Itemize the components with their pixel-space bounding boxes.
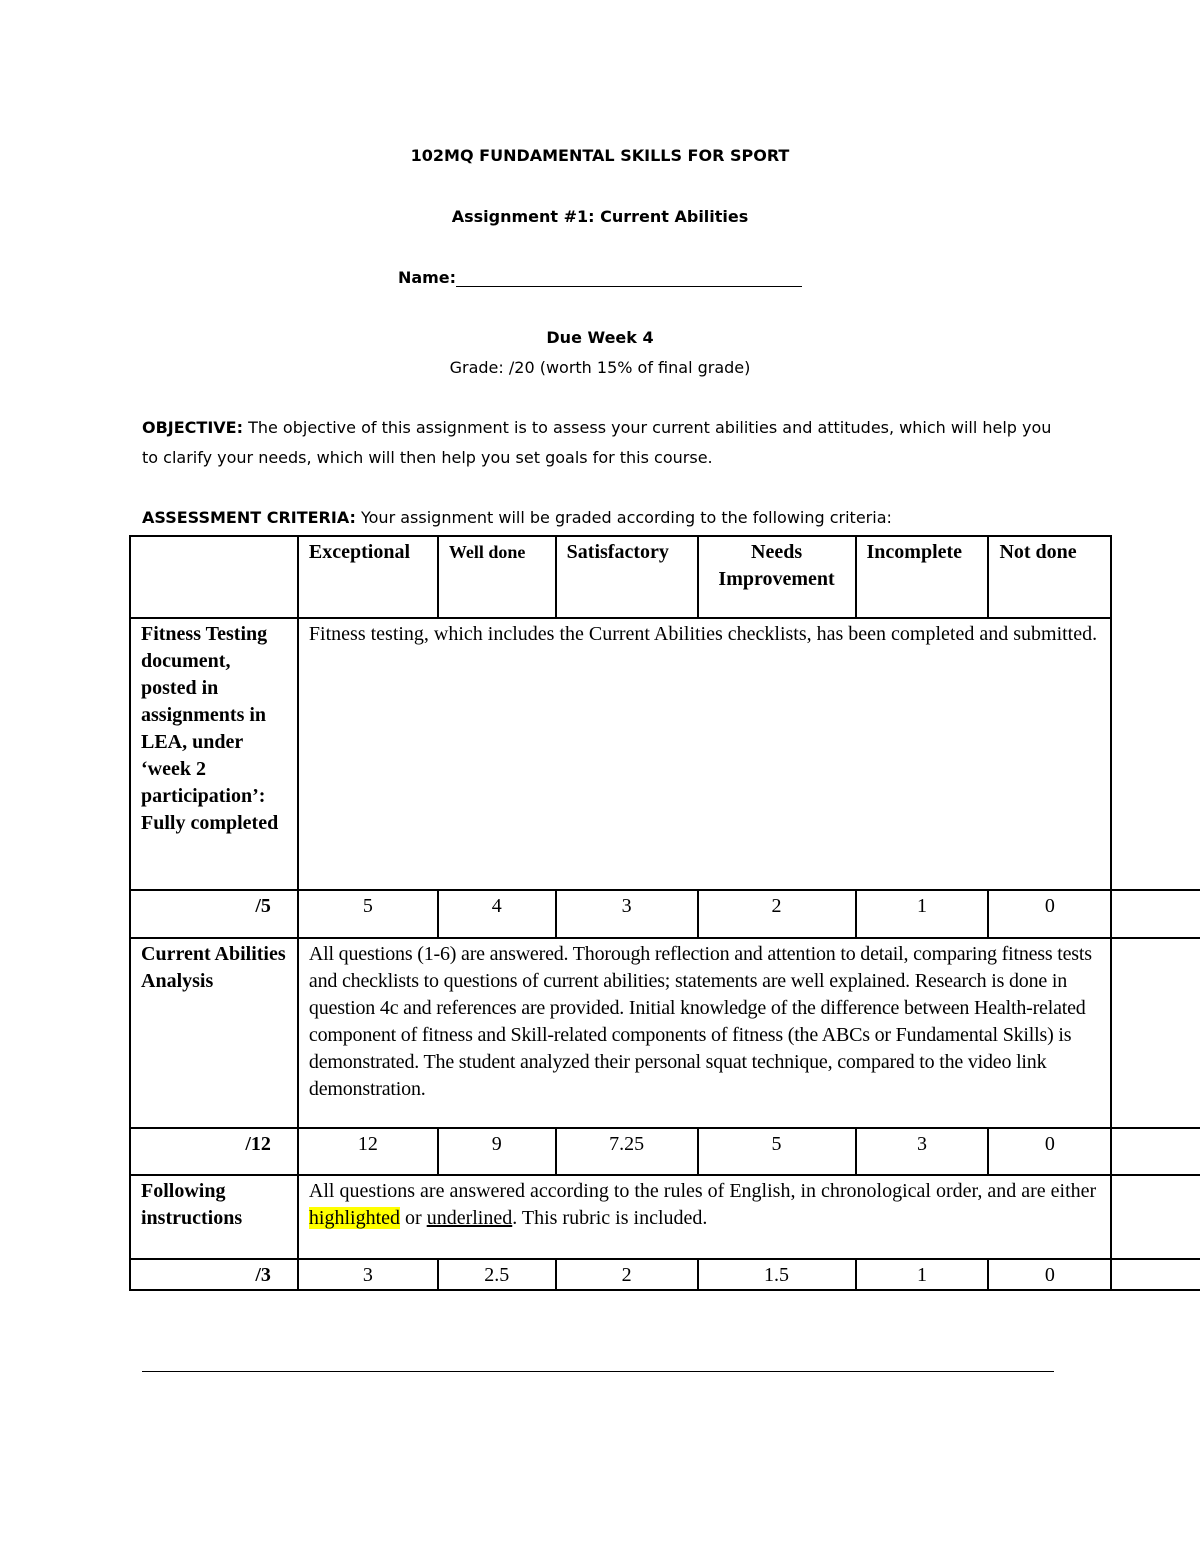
column-header-exceptional: Exceptional xyxy=(298,536,438,618)
points-label-following-instructions: /3 xyxy=(130,1259,298,1290)
score-cell: 3 xyxy=(556,890,698,938)
points-label-current-abilities: /12 xyxy=(130,1128,298,1175)
score-cell: 4 xyxy=(438,890,556,938)
table-margin-cell xyxy=(1111,938,1200,1128)
score-row-fitness-testing xyxy=(130,890,1200,938)
score-cell: 12 xyxy=(298,1128,438,1175)
table-margin-cell xyxy=(1111,618,1200,890)
row-label-following-instructions: Following instructions xyxy=(130,1175,298,1259)
table-margin-cell xyxy=(1111,890,1200,938)
row-description-following-instructions xyxy=(298,1175,1111,1259)
rubric-row-following-instructions xyxy=(130,1175,1200,1259)
score-cell: 1 xyxy=(856,1259,989,1290)
assignment-title: Assignment #1: Current Abilities xyxy=(451,207,749,226)
score-cell: 5 xyxy=(698,1128,856,1175)
row-description-fitness-testing: Fitness testing, which includes the Current Abilities checklists, has been completed and submitted. xyxy=(298,618,1111,890)
description-text: All questions are answered according to the rules of English, in chronological order, and are either xyxy=(308,1180,1097,1202)
score-cell: 1 xyxy=(856,890,989,938)
points-label-fitness-testing: /5 xyxy=(130,890,298,938)
column-header-incomplete: Incomplete xyxy=(856,536,989,618)
score-cell: 0 xyxy=(988,1259,1111,1290)
rubric-row-current-abilities xyxy=(130,938,1200,1128)
table-margin-cell xyxy=(1111,536,1200,618)
score-cell: 7.25 xyxy=(556,1128,698,1175)
criteria-text: Your assignment will be graded according to the following criteria: xyxy=(355,508,892,527)
name-line xyxy=(0,268,1200,287)
objective-text: The objective of this assignment is to assess your current abilities and attitudes, which will help you to clarify your needs, which will then help you set goals for this course. xyxy=(142,418,1052,467)
name-blank[interactable] xyxy=(456,268,802,287)
column-header-well-done: Well done xyxy=(438,536,556,618)
score-cell: 3 xyxy=(856,1128,989,1175)
rubric-corner-cell xyxy=(130,536,298,618)
objective-label: OBJECTIVE: xyxy=(142,418,243,437)
row-label-fitness-testing: Fitness Testing document, posted in assignments in LEA, under ‘week 2 participation’: Fully completed xyxy=(130,618,298,890)
highlighted-word: highlighted xyxy=(308,1207,401,1229)
footer-divider xyxy=(142,1371,1054,1372)
column-header-not-done: Not done xyxy=(988,536,1111,618)
score-cell: 2 xyxy=(556,1259,698,1290)
table-margin-cell xyxy=(1111,1259,1200,1290)
criteria-paragraph xyxy=(142,503,1072,533)
score-cell: 0 xyxy=(988,1128,1111,1175)
row-description-current-abilities: All questions (1-6) are answered. Thorough reflection and attention to detail, comparing fitness tests and checklists to questions of current abilities; statements are well explained. Research is done in question 4c and references are provided. Initial knowledge of the difference between Health-related component of fitness and Skill-related components of fitness (the ABCs or Fundamental Skills) is demonstrated. The student analyzed their personal squat technique, compared to the video link demonstration. xyxy=(298,938,1111,1128)
grade-line: Grade: /20 (worth 15% of final grade) xyxy=(449,358,751,377)
due-date: Due Week 4 xyxy=(546,328,654,347)
course-title: 102MQ FUNDAMENTAL SKILLS FOR SPORT xyxy=(410,146,790,165)
column-header-satisfactory: Satisfactory xyxy=(556,536,698,618)
description-text: . This rubric is included. xyxy=(512,1207,708,1229)
table-margin-cell xyxy=(1111,1128,1200,1175)
name-label: Name: xyxy=(397,268,457,287)
score-cell: 5 xyxy=(298,890,438,938)
score-cell: 0 xyxy=(988,890,1111,938)
objective-paragraph xyxy=(142,413,1072,473)
score-cell: 3 xyxy=(298,1259,438,1290)
score-row-following-instructions xyxy=(130,1259,1200,1290)
score-cell: 9 xyxy=(438,1128,556,1175)
score-cell: 2 xyxy=(698,890,856,938)
score-row-current-abilities xyxy=(130,1128,1200,1175)
underlined-word: underlined xyxy=(426,1207,513,1229)
row-label-current-abilities: Current Abilities Analysis xyxy=(130,938,298,1128)
column-header-needs-improvement: Needs Improvement xyxy=(698,536,856,618)
rubric-header-row xyxy=(130,536,1200,618)
table-margin-cell xyxy=(1111,1175,1200,1259)
rubric-row-fitness-testing xyxy=(130,618,1200,890)
criteria-label: ASSESSMENT CRITERIA: xyxy=(142,508,356,527)
rubric-table xyxy=(129,535,1200,1291)
score-cell: 2.5 xyxy=(438,1259,556,1290)
score-cell: 1.5 xyxy=(698,1259,856,1290)
description-text: or xyxy=(400,1207,427,1229)
